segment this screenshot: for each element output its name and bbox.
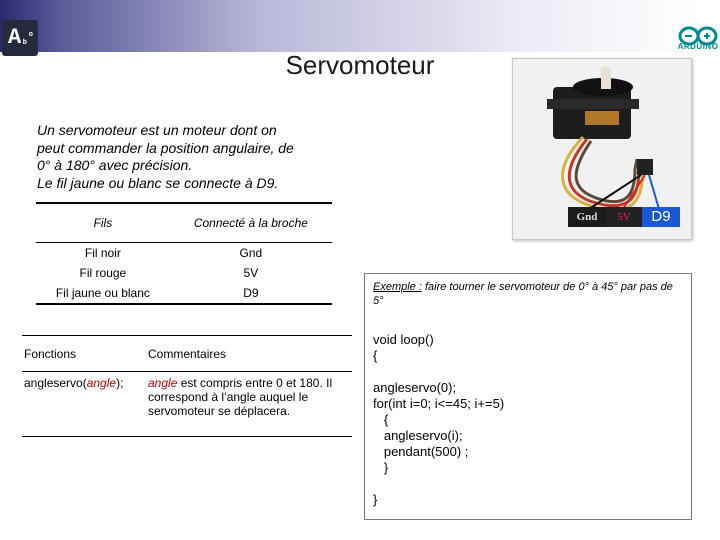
pin-5v-label: 5V: [606, 207, 642, 227]
header-bar: [0, 0, 720, 52]
code-line: {: [373, 348, 378, 363]
table-row: [36, 243, 332, 264]
code-line: pendant(500) ;: [373, 444, 469, 459]
function-param: angle: [86, 376, 117, 390]
arduino-brand: ARDUINO: [677, 42, 719, 51]
example-box: [364, 273, 692, 520]
wires-table: [36, 202, 332, 305]
intro-line: 0° à 180° avec précision.: [37, 157, 193, 173]
table-cell: Fil rouge: [79, 266, 127, 280]
app-logo-icon: [2, 20, 38, 56]
logo-letter: A: [8, 25, 22, 50]
table-cell: Fil noir: [84, 246, 121, 260]
comment-cell: [144, 372, 352, 437]
header-cell: Connecté à la broche: [170, 203, 332, 243]
table-header-row: [22, 336, 352, 372]
code-line: [373, 476, 504, 492]
code-line: angleservo(i);: [373, 428, 463, 443]
example-label: Exemple :: [373, 281, 422, 293]
page-title: Servomoteur: [285, 50, 435, 80]
comment-text: est compris entre 0 et 180. Il correspond à l’angle auquel le servomoteur se déplacera.: [148, 376, 333, 418]
header-cell: Commentaires: [144, 336, 352, 372]
intro-line: Un servomoteur est un moteur dont on: [37, 122, 277, 138]
example-description: [373, 280, 685, 308]
function-cell: [22, 372, 144, 437]
header-cell: Fonctions: [22, 336, 144, 372]
table-cell: 5V: [243, 266, 259, 280]
code-line: {: [373, 412, 389, 427]
pin-gnd-label: Gnd: [568, 207, 606, 227]
pin-d9-label: D9: [642, 207, 680, 227]
intro-text: [37, 122, 337, 192]
table-cell: Gnd: [239, 246, 263, 260]
table-cell: D9: [170, 283, 332, 304]
code-block: [373, 332, 504, 508]
function-name: angleservo(: [24, 376, 87, 390]
header-cell: Fils: [36, 203, 170, 243]
function-close: );: [116, 376, 124, 390]
table-cell: Fil jaune ou blanc: [36, 283, 170, 304]
table-header-row: [36, 203, 332, 243]
intro-line: peut commander la position angulaire, de: [37, 139, 294, 156]
code-line: void loop(): [373, 332, 434, 347]
code-line: }: [373, 460, 389, 475]
intro-line: Le fil jaune ou blanc se connecte à D9.: [37, 174, 279, 191]
comment-param: angle: [148, 376, 178, 390]
code-line: [373, 364, 504, 380]
table-row: [36, 283, 332, 304]
code-line: angleservo(0);: [373, 380, 457, 395]
code-line: }: [373, 492, 378, 507]
example-text: faire tourner le servomoteur de 0° à 45° par pas de 5°: [373, 281, 673, 307]
functions-table: [22, 335, 352, 437]
logo-mini: o b: [22, 31, 33, 47]
table-row: [36, 263, 332, 283]
code-line: for(int i=0; i<=45; i+=5): [373, 396, 505, 411]
table-row: [22, 372, 352, 437]
